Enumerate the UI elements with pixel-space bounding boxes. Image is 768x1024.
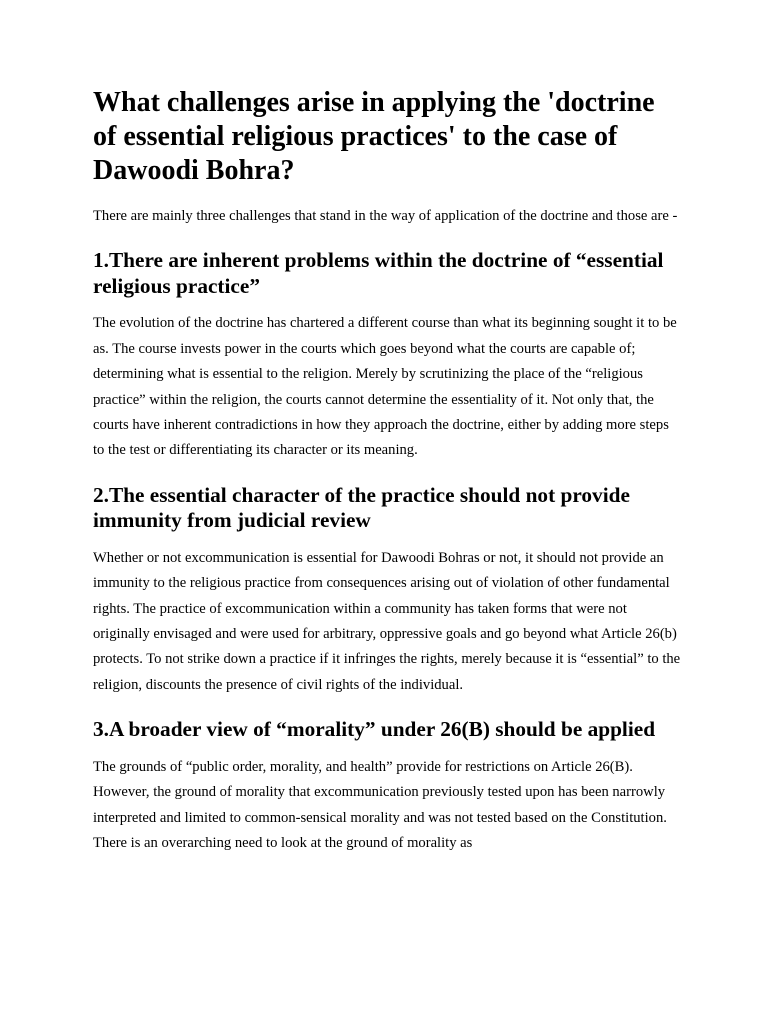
intro-paragraph: There are mainly three challenges that stand in the way of application of the doctrine and those are - (93, 208, 678, 224)
section-3-body: The grounds of “public order, morality, and health” provide for restrictions on Article 26(B). However, the ground of morality that excommunication previously tested upon has been narrowly interpreted and limited to common-sensical morality and was not tested based on the Constitution. There is an overarching need to look at the ground of morality as (93, 758, 667, 851)
section-1-body: The evolution of the doctrine has chartered a different course than what its beginning sought it to be as. The course invests power in the courts which goes beyond what the courts are capable of; determining what is essential to the religion. Merely by scrutinizing the place of the “religious practice” within the religion, the courts cannot determine the essentiality of it. Not only that, the courts have inherent contradictions in how they approach the doctrine, either by adding more steps to the test or differentiating its character or its meaning. (93, 315, 677, 459)
document-page (93, 86, 683, 875)
section-1-heading: 1.There are inherent problems within the doctrine of “essential religious practice” (93, 248, 664, 298)
page-title: What challenges arise in applying the 'doctrine of essential religious practices' to the case of Dawoodi Bohra? (93, 87, 655, 186)
section-2-body: Whether or not excommunication is essential for Dawoodi Bohras or not, it should not provide an immunity to the religious practice from consequences arising out of violation of other fundamental rights. The practice of excommunication within a community has taken forms that were not originally envisaged and were used for arbitrary, oppressive goals and go beyond what Article 26(b) protects. To not strike down a practice if it infringes the rights, merely because it is “essential” to the religion, discounts the presence of civil rights of the individual. (93, 549, 681, 693)
section-2-heading: 2.The essential character of the practice should not provide immunity from judicial review (93, 482, 630, 533)
section-3-heading: 3.A broader view of “morality” under 26(B) should be applied (93, 717, 656, 742)
